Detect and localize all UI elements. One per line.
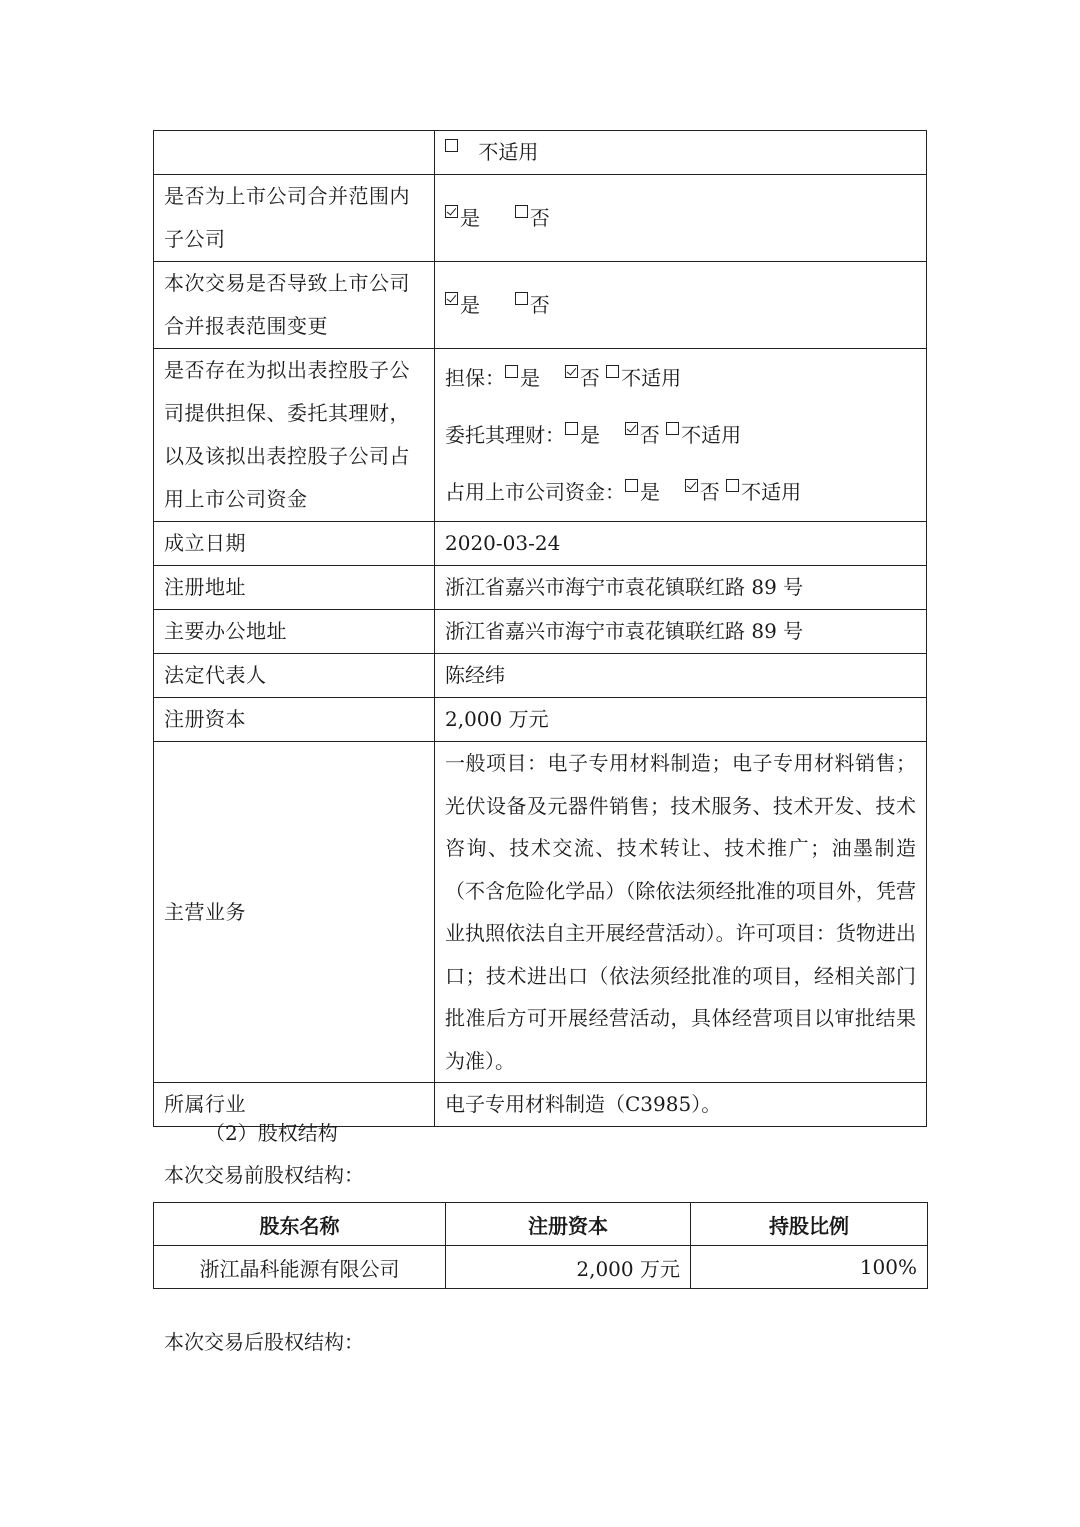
row-value	[435, 262, 927, 349]
checkbox-checked-icon	[625, 422, 638, 435]
fund-occupation-line	[445, 464, 916, 521]
checkbox-checked-icon	[445, 292, 458, 305]
row-value: 浙江省嘉兴市海宁市袁花镇联红路 89 号	[435, 566, 927, 610]
checkbox-unchecked-icon	[726, 479, 739, 492]
option-group-label: 占用上市公司资金：	[445, 479, 625, 504]
row-key: 主要办公地址	[154, 610, 435, 654]
row-key: 主营业务	[154, 742, 435, 1083]
table-row	[154, 610, 927, 654]
option-label: 是	[460, 205, 480, 230]
table-row	[154, 1246, 928, 1289]
table-row	[154, 175, 927, 262]
option-label: 是	[460, 292, 480, 317]
row-key: 是否存在为拟出表控股子公司提供担保、委托其理财，以及该拟出表控股子公司占用上市公司资金	[154, 349, 435, 522]
row-value: 2020-03-24	[435, 522, 927, 566]
option-label: 否	[529, 205, 550, 230]
option-label: 否	[579, 365, 600, 390]
row-key: 所属行业	[154, 1083, 435, 1127]
table-cell: 100%	[691, 1246, 928, 1289]
table-row	[154, 742, 927, 1083]
table-row	[154, 566, 927, 610]
entrusted-finance-line	[445, 407, 916, 464]
checkbox-checked-icon	[685, 479, 698, 492]
table-row	[154, 262, 927, 349]
option-group-label: 委托其理财：	[445, 422, 565, 447]
company-info-table	[153, 130, 927, 1127]
table-row	[154, 131, 927, 175]
row-value	[435, 349, 927, 522]
row-key: 是否为上市公司合并范围内子公司	[154, 175, 435, 262]
table-row	[154, 698, 927, 742]
row-value: 电子专用材料制造（C3985）。	[435, 1083, 927, 1127]
row-value: 陈经纬	[435, 654, 927, 698]
checkbox-unchecked-icon	[606, 365, 619, 378]
table-row	[154, 654, 927, 698]
row-value: 浙江省嘉兴市海宁市袁花镇联红路 89 号	[435, 610, 927, 654]
section-title: （2）股权结构	[205, 1121, 338, 1145]
row-key: 法定代表人	[154, 654, 435, 698]
row-key: 本次交易是否导致上市公司合并报表范围变更	[154, 262, 435, 349]
checkbox-unchecked-icon	[625, 479, 638, 492]
checkbox-unchecked-icon	[515, 292, 528, 305]
table-cell: 浙江晶科能源有限公司	[154, 1246, 446, 1289]
option-label: 是	[580, 422, 600, 447]
option-label: 不适用	[478, 140, 539, 164]
option-label: 是	[640, 479, 660, 504]
row-key: 注册地址	[154, 566, 435, 610]
row-value: 2,000 万元	[435, 698, 927, 742]
shareholder-table	[153, 1202, 928, 1289]
checkbox-unchecked-icon	[445, 139, 458, 152]
row-value	[435, 175, 927, 262]
row-value: 一般项目：电子专用材料制造；电子专用材料销售；光伏设备及元器件销售；技术服务、技术开发、技术咨询、技术交流、技术转让、技术推广；油墨制造（不含危险化学品）（除依法须经批准的项目外，凭营业执照依法自主开展经营活动）。许可项目：货物进出口；技术进出口（依法须经批准的项目，经相关部门批准后方可开展经营活动，具体经营项目以审批结果为准）。	[435, 742, 927, 1083]
table-header-row	[154, 1203, 928, 1246]
column-header: 持股比例	[691, 1203, 928, 1246]
row-key: 成立日期	[154, 522, 435, 566]
option-group-label: 担保：	[445, 365, 505, 390]
checkbox-checked-icon	[565, 365, 578, 378]
checkbox-checked-icon	[445, 205, 458, 218]
table-row	[154, 349, 927, 522]
after-structure-title: 本次交易后股权结构：	[164, 1330, 364, 1354]
option-label: 不适用	[681, 422, 742, 447]
option-label: 否	[529, 292, 550, 317]
table-row	[154, 522, 927, 566]
checkbox-unchecked-icon	[666, 422, 679, 435]
column-header: 股东名称	[154, 1203, 446, 1246]
checkbox-unchecked-icon	[515, 205, 528, 218]
row-key: 注册资本	[154, 698, 435, 742]
before-structure-title: 本次交易前股权结构：	[164, 1163, 364, 1187]
checkbox-unchecked-icon	[565, 422, 578, 435]
checkbox-unchecked-icon	[505, 365, 518, 378]
option-label: 否	[699, 479, 720, 504]
row-key	[154, 131, 435, 175]
option-label: 不适用	[741, 479, 802, 504]
table-cell: 2,000 万元	[446, 1246, 691, 1289]
column-header: 注册资本	[446, 1203, 691, 1246]
row-value	[435, 131, 927, 175]
option-label: 否	[639, 422, 660, 447]
option-label: 是	[520, 365, 540, 390]
guarantee-line	[445, 350, 916, 407]
option-label: 不适用	[621, 365, 682, 390]
